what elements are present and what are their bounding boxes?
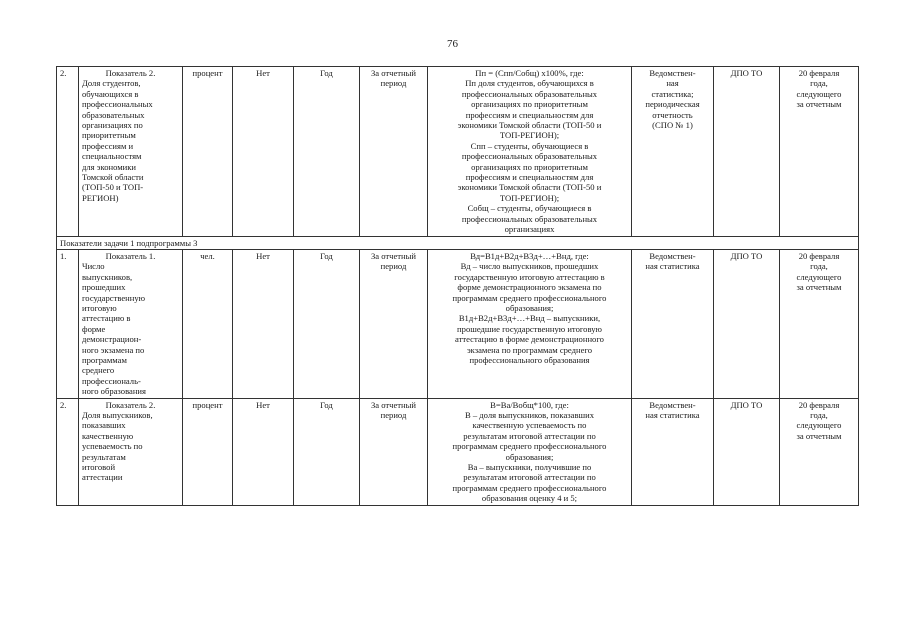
formula-line: профессиональных образовательных: [461, 88, 598, 99]
formula-line: организациях: [504, 224, 555, 235]
formula-line: результатам итоговой аттестации по: [463, 430, 596, 441]
formula-line: результатам итоговой аттестации по: [463, 472, 596, 483]
indicator-name-line: результатам: [82, 451, 126, 462]
formula-line: В=Ва/Вобщ*100, где:: [490, 399, 569, 410]
indicator-name-line: приоритетным: [82, 130, 136, 141]
indicator-name-line: среднего: [82, 365, 115, 376]
formula-line: форме демонстрационного экзамена по: [457, 282, 602, 293]
source-line: ная: [666, 78, 679, 89]
indicator-name-line: Томской области: [82, 172, 144, 183]
formula-line: В1д+В2д+В3д+…+Внд – выпускники,: [458, 313, 601, 324]
formula-line: Пп = (Спп/Собщ) х100%, где:: [475, 68, 584, 78]
unit-cell: процент: [183, 67, 233, 237]
formula-line: профессионального образования: [469, 354, 590, 365]
deadline-line: следующего: [796, 420, 842, 431]
formula-cell: [428, 67, 632, 237]
indicator-title: Показатель 1.: [105, 250, 156, 261]
formula-line: организациях по приоритетным: [471, 99, 588, 110]
column-3-cell: Нет: [233, 249, 294, 398]
indicator-name-line: успеваемость по: [82, 441, 143, 452]
indicator-name-line: специальностям: [82, 151, 142, 162]
deadline-line: за отчетным: [796, 430, 842, 441]
indicator-name-line: профессиональных: [82, 99, 153, 110]
formula-line: профессиям и специальностям для: [465, 172, 594, 183]
formula-line: экономики Томской области (ТОП-50 и: [457, 182, 602, 193]
indicator-name-line: демонстрацион-: [82, 334, 142, 345]
deadline-line: за отчетным: [796, 282, 842, 293]
indicator-name-line: показавших: [82, 420, 126, 431]
source-line: Ведомствен-: [649, 250, 696, 261]
period-cell: Год: [294, 67, 360, 237]
responsible-cell: ДПО ТО: [714, 67, 780, 237]
indicator-name-line: организациях по: [82, 120, 143, 131]
deadline-line: года,: [810, 410, 828, 420]
indicator-name-line: Доля выпускников,: [82, 410, 153, 420]
indicator-name-line: профессиям и: [82, 140, 134, 151]
indicator-name-line: аттестации: [82, 472, 123, 483]
source-line: периодическая: [645, 99, 700, 110]
source-cell: [632, 67, 714, 237]
reporting-period-cell: [360, 249, 428, 398]
formula-line: образования;: [505, 302, 554, 313]
source-line: статистика;: [651, 88, 694, 99]
row-number-cell: 2.: [57, 398, 79, 505]
indicator-name-line: обучающихся в: [82, 88, 139, 99]
deadline-line: 20 февраля: [798, 250, 840, 261]
deadline-line: 20 февраля: [798, 68, 840, 78]
indicator-name-line: ного экзамена по: [82, 344, 145, 355]
deadline-cell: [780, 249, 859, 398]
deadline-line: следующего: [796, 88, 842, 99]
reporting-period-line: период: [380, 261, 407, 272]
indicator-name-line: программам: [82, 354, 127, 365]
deadline-line: 20 февраля: [798, 399, 840, 410]
indicators-table: [56, 66, 859, 506]
table-row: [57, 398, 859, 505]
indicator-name-line: (ТОП-50 и ТОП-: [82, 182, 144, 193]
reporting-period-line: период: [380, 410, 407, 420]
indicator-name-line: для экономики: [82, 161, 137, 172]
page-number: 76: [447, 38, 458, 50]
deadline-cell: [780, 398, 859, 505]
indicator-name-line: государственную: [82, 292, 146, 303]
section-row: [57, 236, 859, 249]
indicator-name-cell: [79, 67, 183, 237]
reporting-period-line: За отчетный: [370, 250, 417, 261]
indicator-name-line: итоговую: [82, 302, 117, 313]
formula-line: профессиональных образовательных: [461, 213, 598, 224]
period-cell: Год: [294, 398, 360, 505]
indicator-name-line: прошедших: [82, 282, 126, 293]
indicator-name-line: профессиональ-: [82, 375, 141, 386]
unit-cell: процент: [183, 398, 233, 505]
source-line: (СПО № 1): [652, 120, 693, 131]
section-heading: Показатели задачи 1 подпрограммы 3: [57, 236, 859, 249]
table-row: [57, 67, 859, 237]
reporting-period-line: За отчетный: [370, 68, 417, 78]
deadline-cell: [780, 67, 859, 237]
formula-line: профессиям и специальностям для: [465, 109, 594, 120]
formula-line: ТОП-РЕГИОН);: [499, 130, 560, 141]
row-number-cell: 2.: [57, 67, 79, 237]
source-cell: [632, 249, 714, 398]
indicator-name-line: РЕГИОН): [82, 192, 119, 203]
formula-line: программам среднего профессионального: [452, 292, 607, 303]
indicator-name-cell: [79, 249, 183, 398]
table-row: [57, 249, 859, 398]
formula-line: образования;: [505, 451, 554, 462]
reporting-period-line: период: [380, 78, 407, 89]
indicator-name-line: Доля студентов,: [82, 78, 141, 89]
source-cell: [632, 398, 714, 505]
indicator-name-line: качественную: [82, 430, 134, 441]
formula-line: Вд=В1д+В2д+В3д+…+Внд, где:: [470, 250, 589, 261]
unit-cell: чел.: [183, 249, 233, 398]
formula-line: Ва – выпускники, получившие по: [467, 462, 592, 473]
indicator-title: Показатель 2.: [105, 68, 156, 78]
source-line: ная статистика: [645, 261, 700, 272]
deadline-line: за отчетным: [796, 99, 842, 110]
source-line: Ведомствен-: [649, 68, 696, 78]
indicator-name-line: форме: [82, 323, 106, 334]
column-3-cell: Нет: [233, 67, 294, 237]
indicator-name-line: аттестацию в: [82, 313, 131, 324]
deadline-line: года,: [810, 261, 828, 272]
formula-cell: [428, 398, 632, 505]
formula-line: качественную успеваемость по: [472, 420, 587, 431]
formula-line: Вд – число выпускников, прошедших: [460, 261, 599, 272]
responsible-cell: ДПО ТО: [714, 398, 780, 505]
formula-line: прошедшие государственную итоговую: [457, 323, 602, 334]
formula-line: организациях по приоритетным: [471, 161, 588, 172]
deadline-line: года,: [810, 78, 828, 89]
indicator-name-cell: [79, 398, 183, 505]
indicator-name-line: образовательных: [82, 109, 145, 120]
formula-line: экзамена по программам среднего: [466, 344, 593, 355]
reporting-period-line: За отчетный: [370, 399, 417, 410]
reporting-period-cell: [360, 67, 428, 237]
indicator-title: Показатель 2.: [105, 399, 156, 410]
formula-line: программам среднего профессионального: [452, 482, 607, 493]
indicator-name-line: итоговой: [82, 462, 116, 473]
indicator-name-line: Число: [82, 261, 105, 272]
formula-line: Спп – студенты, обучающиеся в: [470, 140, 589, 151]
formula-line: образования оценку 4 и 5;: [481, 493, 578, 504]
source-line: ная статистика: [645, 410, 700, 420]
table-body: [57, 67, 859, 506]
source-line: Ведомствен-: [649, 399, 696, 410]
formula-line: Пп доля студентов, обучающихся в: [465, 78, 594, 89]
indicator-name-line: ного образования: [82, 386, 146, 397]
deadline-line: следующего: [796, 271, 842, 282]
row-number-cell: 1.: [57, 249, 79, 398]
period-cell: Год: [294, 249, 360, 398]
reporting-period-cell: [360, 398, 428, 505]
formula-line: программам среднего профессионального: [452, 441, 607, 452]
formula-line: В – доля выпускников, показавших: [464, 410, 595, 420]
formula-line: Собщ – студенты, обучающиеся в: [467, 203, 592, 214]
formula-line: профессиональных образовательных: [461, 151, 598, 162]
responsible-cell: ДПО ТО: [714, 249, 780, 398]
column-3-cell: Нет: [233, 398, 294, 505]
source-line: отчетность: [652, 109, 693, 120]
formula-line: экономики Томской области (ТОП-50 и: [457, 120, 602, 131]
formula-cell: [428, 249, 632, 398]
formula-line: государственную итоговую аттестацию в: [454, 271, 605, 282]
indicator-name-line: выпускников,: [82, 271, 133, 282]
formula-line: ТОП-РЕГИОН);: [499, 192, 560, 203]
formula-line: аттестацию в форме демонстрационного: [455, 334, 604, 345]
